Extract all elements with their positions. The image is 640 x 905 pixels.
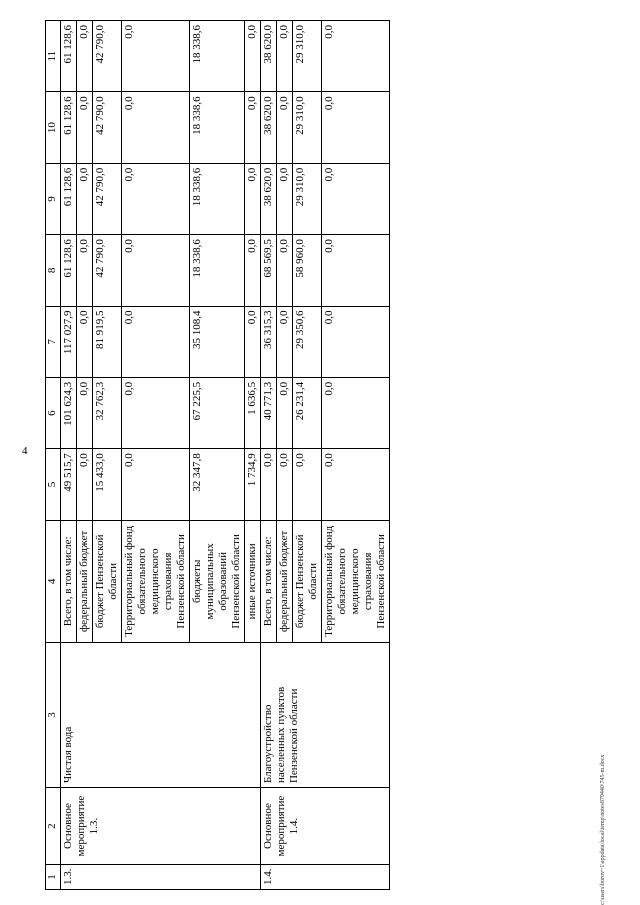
value-cell: 0,0 [322,306,390,377]
value-cell: 0,0 [277,449,293,520]
value-cell: 18 338,6 [190,163,245,234]
funding-source: Территориальный фонд обязательного медицинского страхования Пензенской области [122,520,190,642]
value-cell: 0,0 [261,449,277,520]
value-cell: 61 128,6 [61,92,77,163]
value-cell: 0,0 [277,306,293,377]
value-cell: 32 347,8 [190,449,245,520]
value-cell: 29 310,0 [293,92,322,163]
value-cell: 101 624,3 [61,377,77,448]
value-cell: 0,0 [277,163,293,234]
value-cell: 68 569,5 [261,235,277,306]
value-cell: 49 515,7 [61,449,77,520]
value-cell: 0,0 [245,306,261,377]
value-cell: 0,0 [77,235,93,306]
value-cell: 117 027,9 [61,306,77,377]
value-cell: 40 771,3 [261,377,277,448]
funding-source: федеральный бюджет [277,520,293,642]
value-cell: 26 231,4 [293,377,322,448]
value-cell: 18 338,6 [190,21,245,92]
value-cell: 36 315,3 [261,306,277,377]
value-cell: 61 128,6 [61,163,77,234]
value-cell: 38 620,0 [261,163,277,234]
column-number-6: 6 [46,377,61,448]
funding-source: Всего, в том числе: [261,520,277,642]
value-cell: 18 338,6 [190,92,245,163]
column-number-9: 9 [46,163,61,234]
value-cell: 0,0 [122,449,190,520]
row-code: 1.3. [61,865,261,890]
value-cell: 61 128,6 [61,21,77,92]
funding-source: Всего, в том числе: [61,520,77,642]
value-cell: 42 790,0 [93,92,122,163]
value-cell: 32 762,3 [93,377,122,448]
value-cell: 42 790,0 [93,163,122,234]
column-number-5: 5 [46,449,61,520]
value-cell: 29 310,0 [293,163,322,234]
budget-table [45,20,390,890]
funding-source: иные источники [245,520,261,642]
value-cell: 35 108,4 [190,306,245,377]
rotated-page-content [45,20,585,890]
value-cell: 61 128,6 [61,235,77,306]
activity-name: Основное мероприятие 1.3. [61,788,261,865]
column-number-7: 7 [46,306,61,377]
value-cell: 18 338,6 [190,235,245,306]
value-cell: 0,0 [122,306,190,377]
value-cell: 0,0 [122,235,190,306]
funding-source: бюджет Пензенской области [93,520,122,642]
value-cell: 0,0 [245,235,261,306]
value-cell: 1 734,9 [245,449,261,520]
value-cell: 0,0 [122,377,190,448]
funding-source: бюджет Пензенской области [293,520,322,642]
funding-source: федеральный бюджет [77,520,93,642]
value-cell: 0,0 [77,163,93,234]
value-cell: 0,0 [277,92,293,163]
column-number-10: 10 [46,92,61,163]
column-number-11: 11 [46,21,61,92]
activity-name: Основное мероприятие 1.4. [261,788,390,865]
value-cell: 0,0 [322,377,390,448]
value-cell: 0,0 [322,235,390,306]
table-body [61,21,390,890]
value-cell: 0,0 [245,92,261,163]
funding-source: Территориальный фонд обязательного медицинского страхования Пензенской области [322,520,390,642]
value-cell: 0,0 [122,21,190,92]
value-cell: 0,0 [77,377,93,448]
value-cell: 0,0 [322,449,390,520]
value-cell: 0,0 [77,449,93,520]
value-cell: 29 310,0 [293,21,322,92]
column-number-3: 3 [46,643,61,788]
value-cell: 38 620,0 [261,21,277,92]
value-cell: 0,0 [77,21,93,92]
value-cell: 67 225,5 [190,377,245,448]
footer-path: c:\users\borov~1\appdata\local\temp\notes879440\745-m.docx [600,754,606,905]
row-code: 1.4. [261,865,390,890]
value-cell: 42 790,0 [93,235,122,306]
table-row [261,21,277,890]
table-row [61,21,77,890]
value-cell: 0,0 [277,21,293,92]
value-cell: 81 919,5 [93,306,122,377]
activity-title: Чистая вода [61,643,261,788]
value-cell: 38 620,0 [261,92,277,163]
value-cell: 0,0 [322,92,390,163]
value-cell: 0,0 [122,92,190,163]
value-cell: 42 790,0 [93,21,122,92]
value-cell: 0,0 [245,163,261,234]
value-cell: 29 350,6 [293,306,322,377]
column-number-1: 1 [46,865,61,890]
value-cell: 0,0 [245,21,261,92]
value-cell: 0,0 [277,235,293,306]
value-cell: 0,0 [322,21,390,92]
value-cell: 0,0 [122,163,190,234]
value-cell: 0,0 [77,92,93,163]
value-cell: 1 636,5 [245,377,261,448]
activity-title: Благоустройство населенных пунктов Пензенской области [261,643,390,788]
value-cell: 0,0 [322,163,390,234]
value-cell: 0,0 [77,306,93,377]
column-number-2: 2 [46,788,61,865]
column-number-4: 4 [46,520,61,642]
funding-source: бюджеты муниципальных образований Пензенской области [190,520,245,642]
value-cell: 15 433,0 [93,449,122,520]
column-numbers-row [46,21,61,890]
value-cell: 58 960,0 [293,235,322,306]
value-cell: 0,0 [293,449,322,520]
page-number: 4 [22,445,28,457]
value-cell: 0,0 [277,377,293,448]
column-number-8: 8 [46,235,61,306]
